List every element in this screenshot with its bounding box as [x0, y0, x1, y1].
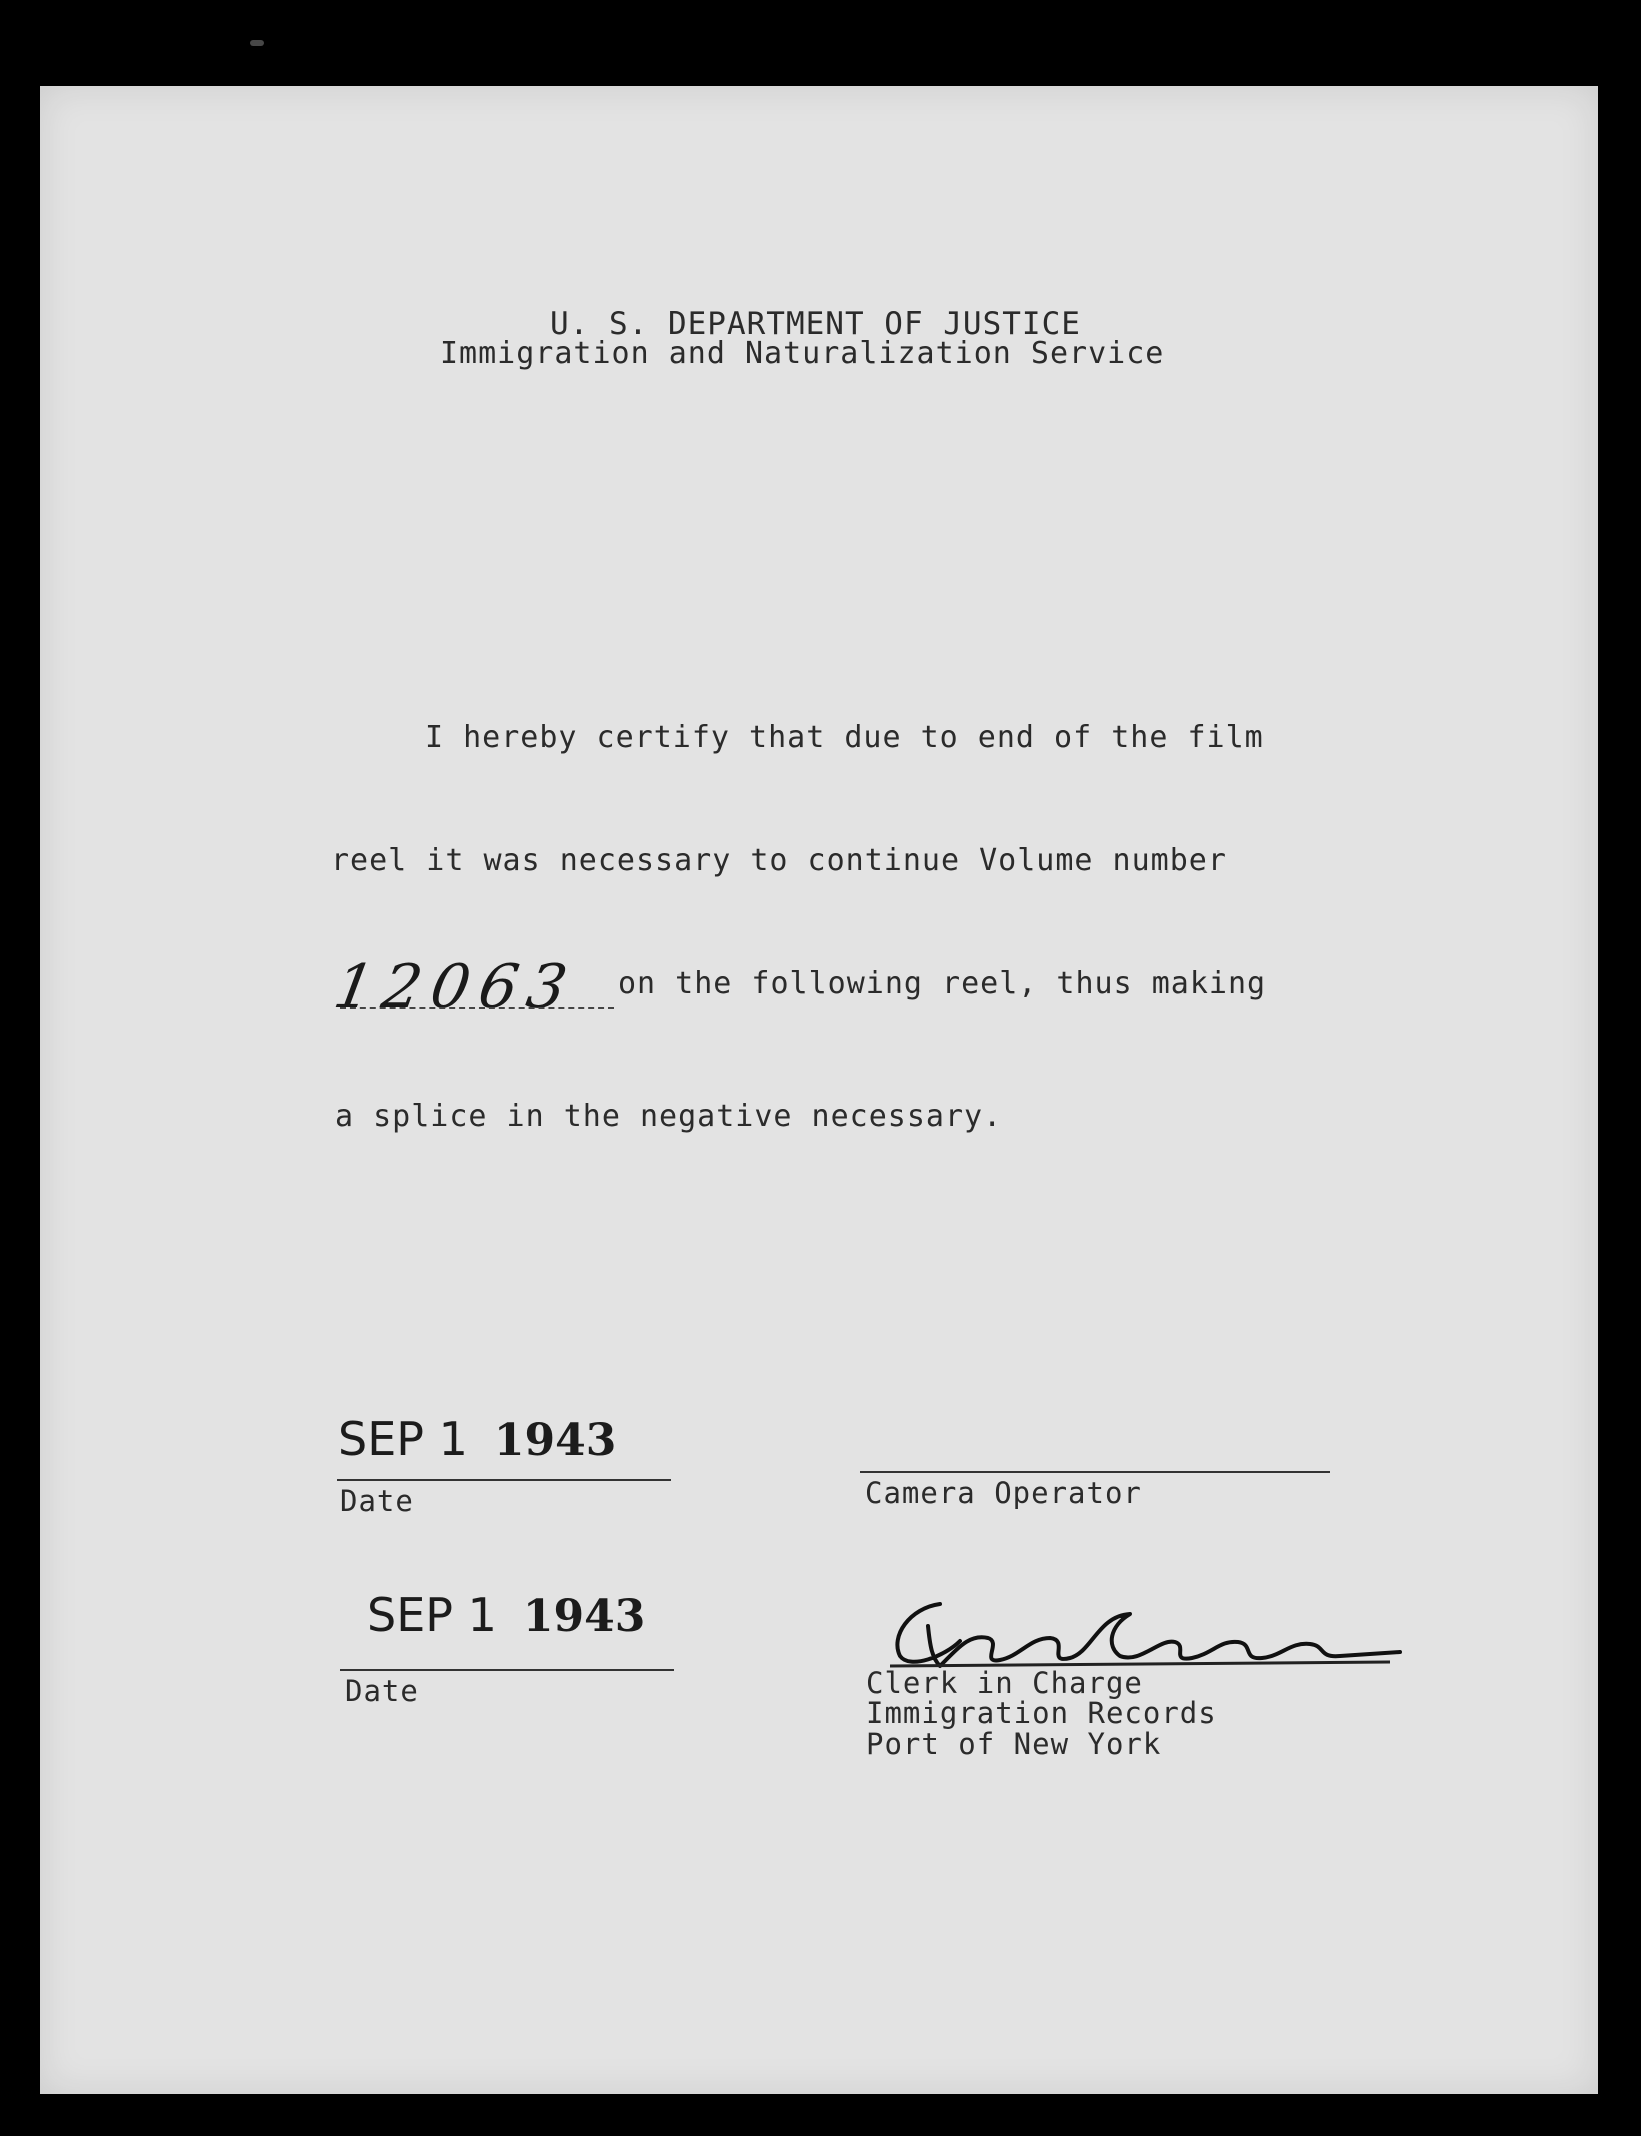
date-stamp-1-month-day: SEP 1: [338, 1412, 468, 1466]
service-heading: Immigration and Naturalization Service: [440, 336, 1165, 371]
certification-line-4: a splice in the negative necessary.: [335, 1099, 1003, 1134]
clerk-signature: [870, 1586, 1410, 1676]
date-2-label: Date: [345, 1674, 419, 1708]
certification-line-3: on the following reel, thus making: [618, 966, 1267, 1001]
date-stamp-1-year: 1943: [493, 1415, 617, 1466]
date-stamp-2: [367, 1588, 645, 1642]
date-stamp-2-month-day: SEP 1: [367, 1588, 497, 1642]
immigration-records-label: Immigration Records: [866, 1696, 1217, 1730]
camera-operator-rule: [860, 1471, 1330, 1473]
date-stamp-2-year: 1943: [522, 1591, 646, 1642]
clerk-in-charge-label: Clerk in Charge: [866, 1666, 1143, 1700]
port-of-new-york-label: Port of New York: [866, 1727, 1162, 1761]
volume-number-underline: [340, 1007, 614, 1009]
handwritten-volume-number: 12063: [328, 952, 583, 1022]
dust-speck: [250, 40, 264, 46]
date-1-label: Date: [340, 1484, 414, 1518]
date-2-rule: [340, 1669, 674, 1671]
certification-line-1: I hereby certify that due to end of the film: [425, 720, 1264, 755]
certification-line-2: reel it was necessary to continue Volume number: [331, 843, 1227, 878]
camera-operator-label: Camera Operator: [865, 1476, 1142, 1510]
date-1-rule: [337, 1479, 671, 1481]
document-paper: [40, 86, 1598, 2094]
department-heading: U. S. DEPARTMENT OF JUSTICE: [550, 306, 1081, 342]
date-stamp-1: [338, 1412, 616, 1466]
